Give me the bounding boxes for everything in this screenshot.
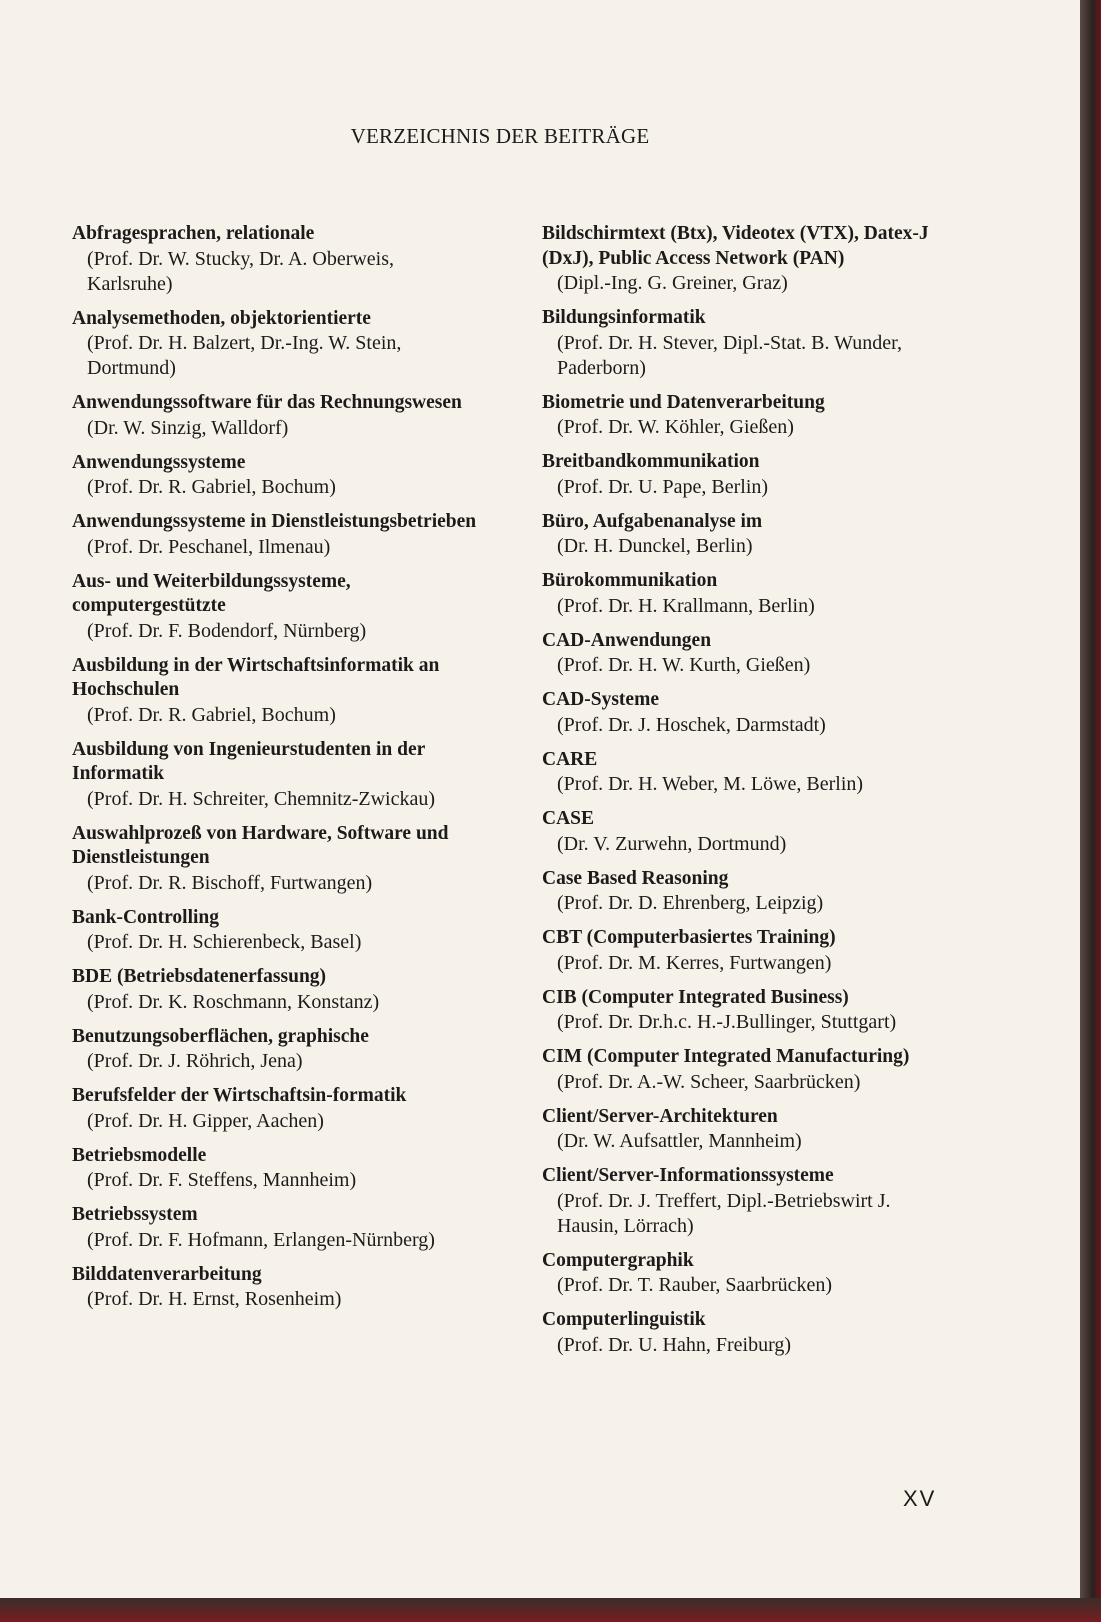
index-entry [72, 738, 477, 812]
index-entry [72, 391, 477, 441]
entry-title: Bildungsinformatik [542, 307, 706, 328]
index-entry [542, 1308, 947, 1358]
entry-title: Ausbildung in der Wirtschaftsinformatik an Hochschulen [72, 654, 440, 700]
index-entry [542, 222, 947, 296]
index-entry [542, 1249, 947, 1299]
index-entry [542, 1045, 947, 1095]
entry-title: Berufsfelder der Wirtschaftsin-formatik [72, 1085, 407, 1106]
book-spine-edge [1080, 0, 1101, 1622]
entry-authors: (Prof. Dr. Dr.h.c. H.-J.Bullinger, Stuttgart) [557, 1011, 897, 1033]
index-entry [72, 1025, 477, 1075]
entry-authors: (Prof. Dr. R. Bischoff, Furtwangen) [87, 871, 373, 894]
index-entry [72, 906, 477, 956]
index-entry [542, 986, 947, 1036]
entry-title: Betriebssystem [72, 1204, 198, 1225]
entry-authors: (Prof. Dr. U. Pape, Berlin) [557, 475, 769, 498]
index-entry [72, 1084, 477, 1134]
page-title: VERZEICHNIS DER BEITRÄGE [350, 124, 650, 148]
index-entry [72, 570, 477, 644]
entry-title: CBT (Computerbasiertes Training) [542, 927, 836, 948]
right-column [542, 222, 947, 1368]
index-entry [72, 1203, 477, 1253]
index-entry [72, 451, 477, 501]
page-number: XV [903, 1486, 937, 1511]
entry-title: Analysemethoden, objektorientierte [72, 307, 371, 329]
entry-authors: (Prof. Dr. W. Köhler, Gießen) [557, 416, 794, 438]
entry-authors: (Prof. Dr. J. Treffert, Dipl.-Betriebswirt J. Hausin, Lörrach) [557, 1189, 891, 1237]
index-entry [72, 1263, 477, 1313]
entry-title: Benutzungsoberflächen, graphische [72, 1025, 369, 1047]
index-entry [542, 688, 947, 738]
entry-authors: (Prof. Dr. F. Hofmann, Erlangen-Nürnberg) [87, 1228, 435, 1251]
entry-title: CAD-Anwendungen [542, 629, 712, 651]
entry-title: Anwendungssysteme in Dienstleistungsbetrieben [72, 511, 477, 532]
entry-title: Büro, Aufgabenanalyse im [542, 510, 763, 532]
entry-title: Bildschirmtext (Btx), Videotex (VTX), Datex-J (DxJ), Public Access Network (PAN) [542, 223, 929, 269]
entry-title: Anwendungssysteme [72, 451, 246, 473]
entry-authors: (Prof. Dr. F. Steffens, Mannheim) [87, 1169, 357, 1191]
book-bottom-edge [0, 1598, 1101, 1622]
index-entry [542, 807, 947, 857]
entry-authors: (Prof. Dr. H. Weber, M. Löwe, Berlin) [557, 773, 864, 795]
entry-title: Anwendungssoftware für das Rechnungswesen [72, 392, 462, 413]
entry-authors: (Dr. W. Sinzig, Walldorf) [87, 416, 289, 439]
index-entry [542, 748, 947, 798]
entry-title: Betriebsmodelle [72, 1144, 207, 1166]
entry-authors: (Prof. Dr. H. W. Kurth, Gießen) [557, 654, 811, 676]
entry-authors: (Prof. Dr. W. Stucky, Dr. A. Oberweis, Karlsruhe) [87, 247, 395, 295]
entry-authors: (Prof. Dr. F. Bodendorf, Nürnberg) [87, 619, 367, 642]
entry-authors: (Prof. Dr. J. Hoschek, Darmstadt) [557, 713, 826, 736]
entry-title: CIM (Computer Integrated Manufacturing) [542, 1046, 910, 1067]
entry-authors: (Prof. Dr. D. Ehrenberg, Leipzig) [557, 892, 824, 914]
entry-authors: (Dr. W. Aufsattler, Mannheim) [557, 1130, 802, 1152]
index-entry [542, 391, 947, 441]
index-entry [542, 569, 947, 619]
entry-authors: (Prof. Dr. H. Schreiter, Chemnitz-Zwickau) [87, 787, 435, 810]
entry-title: Bank-Controlling [72, 906, 220, 928]
left-column [72, 222, 477, 1322]
index-entry [542, 1164, 947, 1239]
index-entry [72, 1144, 477, 1194]
entry-title: Ausbildung von Ingenieurstudenten in der Informatik [72, 738, 425, 784]
entry-authors: (Prof. Dr. K. Roschmann, Konstanz) [87, 990, 380, 1013]
entry-authors: (Dipl.-Ing. G. Greiner, Graz) [557, 272, 788, 294]
entry-title: Aus- und Weiterbildungssysteme, computergestützte [72, 570, 351, 616]
index-entry [72, 965, 477, 1015]
entry-authors: (Prof. Dr. J. Röhrich, Jena) [87, 1050, 303, 1072]
entry-authors: (Prof. Dr. H. Ernst, Rosenheim) [87, 1288, 342, 1310]
index-entry [72, 822, 477, 896]
entry-title: Biometrie und Datenverarbeitung [542, 391, 825, 413]
entry-title: BDE (Betriebsdatenerfassung) [72, 966, 327, 987]
entry-title: CAD-Systeme [542, 689, 659, 710]
entry-title: Case Based Reasoning [542, 867, 729, 889]
entry-authors: (Dr. V. Zurwehn, Dortmund) [557, 832, 787, 855]
entry-title: CARE [542, 748, 598, 770]
entry-authors: (Dr. H. Dunckel, Berlin) [557, 535, 753, 557]
index-entry [542, 450, 947, 500]
entry-authors: (Prof. Dr. M. Kerres, Furtwangen) [557, 951, 832, 974]
entry-title: Client/Server-Architekturen [542, 1105, 778, 1127]
index-entry [542, 926, 947, 976]
entry-title: CASE [542, 808, 595, 829]
index-entry [72, 307, 477, 382]
entry-title: Bürokommunikation [542, 570, 718, 591]
entry-authors: (Prof. Dr. T. Rauber, Saarbrücken) [557, 1274, 833, 1296]
entry-title: Bilddatenverarbeitung [72, 1263, 262, 1285]
entry-authors: (Prof. Dr. H. Schierenbeck, Basel) [87, 931, 362, 953]
entry-authors: (Prof. Dr. R. Gabriel, Bochum) [87, 476, 336, 498]
entry-title: Client/Server-Informationssysteme [542, 1165, 834, 1186]
index-entry [542, 306, 947, 381]
index-entry [542, 867, 947, 917]
entry-title: Auswahlprozeß von Hardware, Software und Dienstleistungen [72, 822, 449, 868]
index-entry [542, 1105, 947, 1155]
entry-authors: (Prof. Dr. R. Gabriel, Bochum) [87, 703, 336, 726]
index-entry [542, 629, 947, 679]
entry-authors: (Prof. Dr. H. Gipper, Aachen) [87, 1109, 324, 1132]
entry-authors: (Prof. Dr. H. Krallmann, Berlin) [557, 594, 815, 617]
index-entry [72, 222, 477, 297]
index-entry [72, 510, 477, 560]
entry-authors: (Prof. Dr. H. Stever, Dipl.-Stat. B. Wunder, Paderborn) [557, 331, 902, 379]
entry-authors: (Prof. Dr. A.-W. Scheer, Saarbrücken) [557, 1070, 861, 1093]
entry-title: Breitbandkommunikation [542, 451, 760, 472]
entry-title: Abfragesprachen, relationale [72, 223, 315, 244]
entry-title: CIB (Computer Integrated Business) [542, 986, 849, 1008]
entry-title: Computerlinguistik [542, 1309, 706, 1330]
index-entry [72, 654, 477, 728]
index-entry [542, 510, 947, 560]
entry-authors: (Prof. Dr. Peschanel, Ilmenau) [87, 535, 331, 558]
entry-authors: (Prof. Dr. U. Hahn, Freiburg) [557, 1333, 792, 1356]
entry-authors: (Prof. Dr. H. Balzert, Dr.-Ing. W. Stein, Dortmund) [87, 332, 402, 379]
entry-title: Computergraphik [542, 1249, 694, 1271]
